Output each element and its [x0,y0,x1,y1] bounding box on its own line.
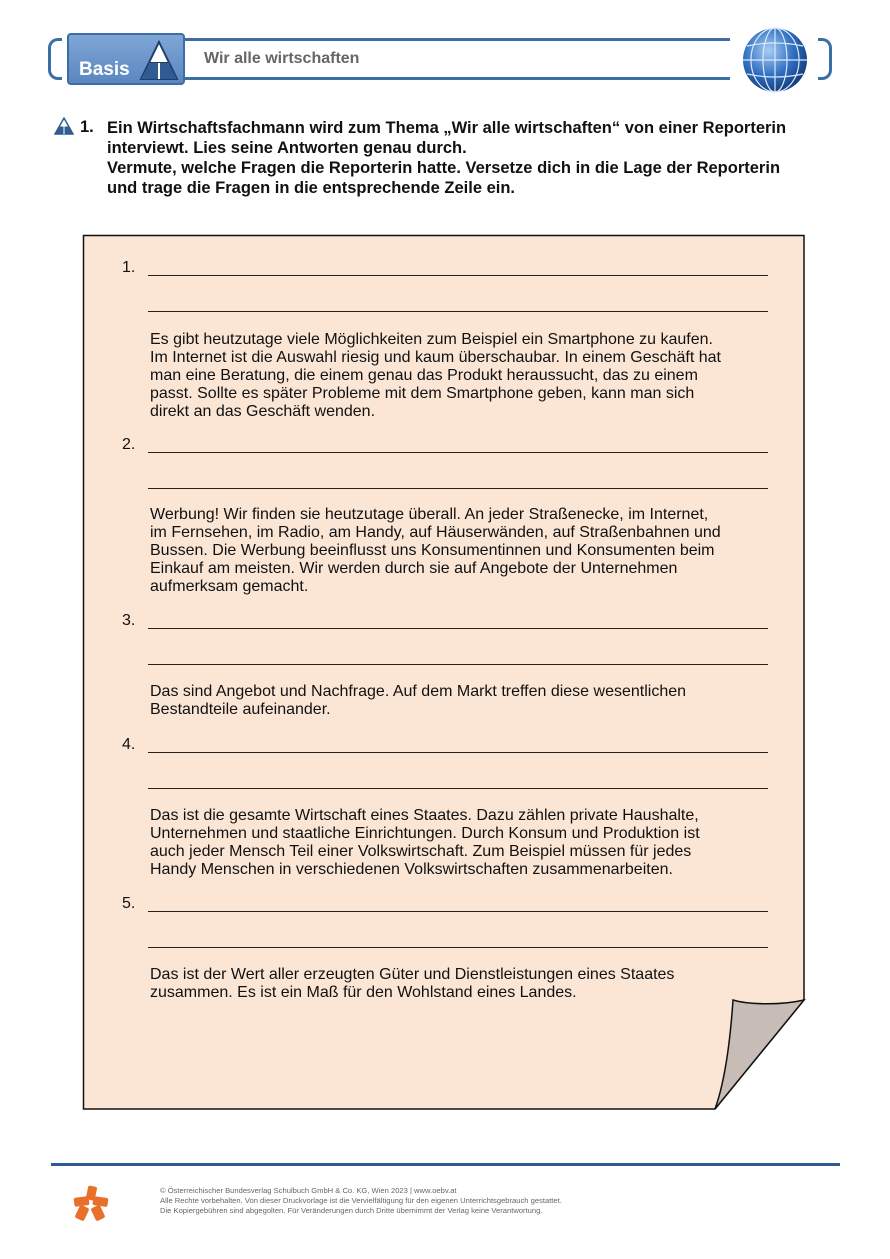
answer-text-line: Im Internet ist die Auswahl riesig und kaum überschaubar. In einem Geschäft hat [150,349,721,366]
footer-line: © Österreichischer Bundesverlag Schulbuch GmbH & Co. KG, Wien 2023 | www.oebv.at [160,1186,457,1195]
header-bracket-right [818,38,832,80]
interview-answer [150,807,800,879]
question-number: 2. [122,436,136,453]
footer-line: Alle Rechte vorbehalten. Von dieser Druckvorlage ist die Vervielfältigung für den eigenen Unterrichtsgebrauch gestattet. [160,1196,562,1205]
interview-answer [150,683,800,719]
answer-text-line: Das ist die gesamte Wirtschaft eines Staates. Dazu zählen private Haushalte, [150,807,699,824]
answer-line[interactable] [148,947,768,948]
answer-line[interactable] [148,275,768,276]
answer-text-line: Werbung! Wir finden sie heutzutage überall. An jeder Straßenecke, im Internet, [150,506,709,523]
answer-line[interactable] [148,752,768,753]
answer-line[interactable] [148,788,768,789]
publisher-logo-icon [72,1184,110,1222]
answer-text-line: im Fernsehen, im Radio, am Handy, auf Häuserwänden, auf Straßenbahnen und [150,524,721,541]
task-number: 1. [80,118,94,136]
header-rule-bottom [185,77,730,80]
interview-answer [150,331,800,421]
interview-answer [150,966,800,1002]
answer-line[interactable] [148,911,768,912]
level-triangle-icon [137,39,181,83]
answer-text-line: Handy Menschen in verschiedenen Volkswirtschaften zusammenarbeiten. [150,861,673,878]
answer-line[interactable] [148,311,768,312]
answer-text-line: direkt an das Geschäft wenden. [150,403,376,420]
answer-text-line: Einkauf am meisten. Wir werden durch sie auf Angebote der Unternehmen [150,560,678,577]
header-bracket-left [48,38,62,80]
basis-task-icon [54,117,74,135]
task-instructions [107,118,867,198]
question-number: 1. [122,259,136,276]
answer-line[interactable] [148,488,768,489]
answer-text-line: zusammen. Es ist ein Maß für den Wohlstand eines Landes. [150,984,577,1001]
question-number: 4. [122,736,136,753]
answer-text-line: Es gibt heutzutage viele Möglichkeiten zum Beispiel ein Smartphone zu kaufen. [150,331,713,348]
level-badge [67,33,185,85]
footer-copyright [160,1186,562,1216]
answer-text-line: Unternehmen und staatliche Einrichtungen. Durch Konsum und Produktion ist [150,825,700,842]
question-number: 3. [122,612,136,629]
task-line: Vermute, welche Fragen die Reporterin hatte. Versetze dich in die Lage der Reporterin [107,159,781,177]
answer-text-line: man eine Beratung, die einem genau das Produkt heraussucht, das zu einem [150,367,698,384]
answer-text-line: Das ist der Wert aller erzeugten Güter und Dienstleistungen eines Staates [150,966,675,983]
answer-line[interactable] [148,628,768,629]
answer-line[interactable] [148,452,768,453]
answer-text-line: aufmerksam gemacht. [150,578,309,595]
level-badge-label: Basis [79,59,130,80]
answer-text-line: Bestandteile aufeinander. [150,701,331,718]
task-line: und trage die Fragen in die entsprechende Zeile ein. [107,179,516,197]
answer-line[interactable] [148,664,768,665]
question-number: 5. [122,895,136,912]
task-line: interviewt. Lies seine Antworten genau durch. [107,139,467,157]
answer-text-line: auch jeder Mensch Teil einer Volkswirtschaft. Zum Beispiel müssen für jedes [150,843,692,860]
footer-rule [51,1163,840,1166]
header-rule-top [185,38,730,41]
answer-text-line: passt. Sollte es später Probleme mit dem Smartphone geben, kann man sich [150,385,695,402]
answer-text-line: Das sind Angebot und Nachfrage. Auf dem Markt treffen diese wesentlichen [150,683,687,700]
footer-line: Die Kopiergebühren sind abgegolten. Für Veränderungen durch Dritte übernimmt der Verlag keine Verantwortung. [160,1206,543,1215]
page-title: Wir alle wirtschaften [204,50,360,67]
globe-icon [741,26,809,94]
interview-answer [150,506,800,596]
answer-text-line: Bussen. Die Werbung beeinflusst uns Konsumentinnen und Konsumenten beim [150,542,715,559]
task-line: Ein Wirtschaftsfachmann wird zum Thema „Wir alle wirtschaften“ von einer Reporterin [107,119,787,137]
